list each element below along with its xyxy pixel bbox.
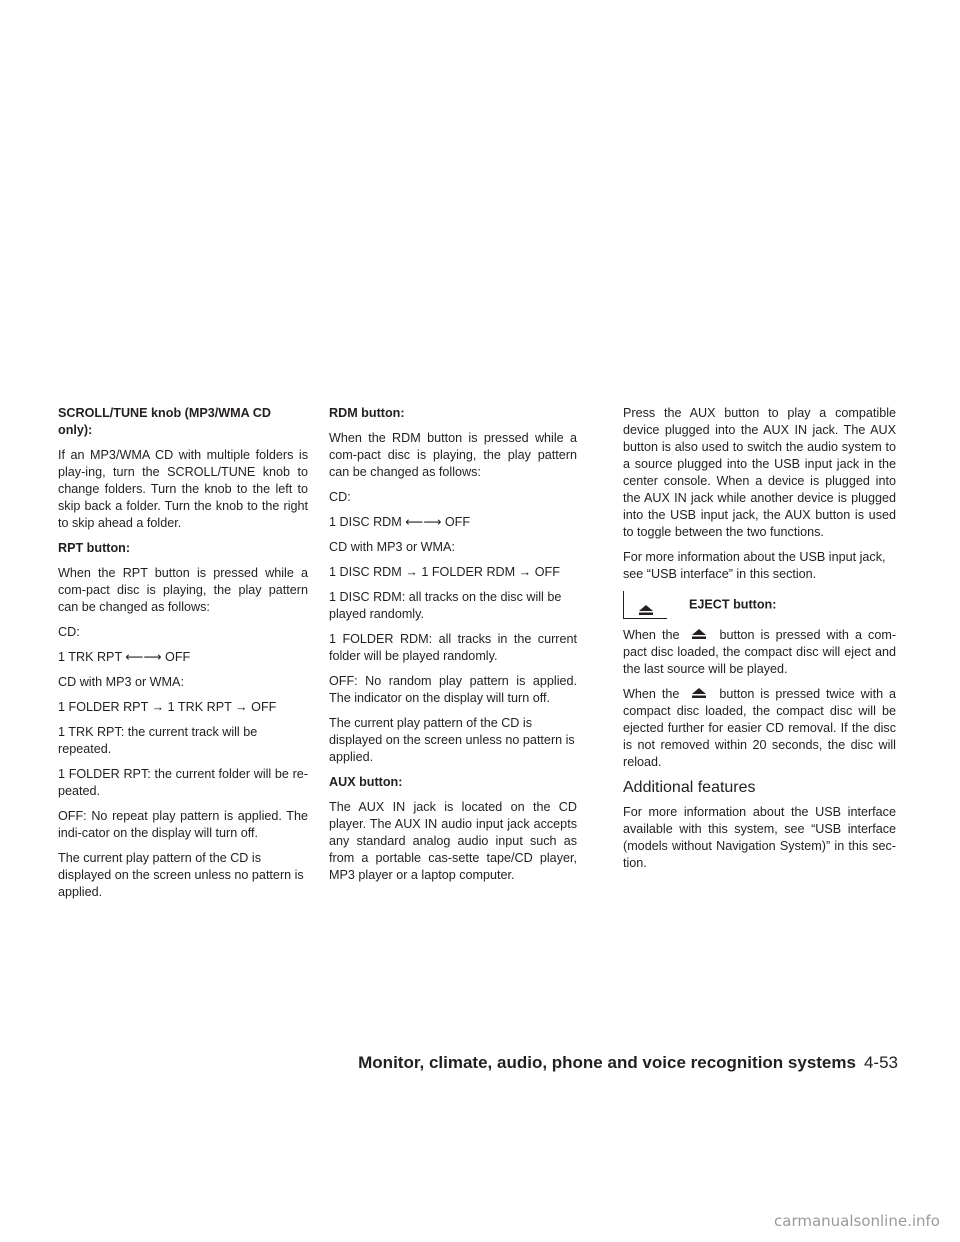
- eject-when-the-2: When the: [623, 687, 680, 701]
- heading-aux: AUX button:: [329, 775, 403, 789]
- aux-text: The AUX IN jack is located on the CD player. The AUX IN audio input jack accepts any standard analog audio input such as from a portable cas-sette tape/CD player, MP3 player or a laptop computer.: [329, 800, 577, 882]
- eject-text-1-rest: button is pressed with a com-pact disc loaded, the compact disc will eject and the last source will be played.: [623, 628, 897, 676]
- column-3: [623, 405, 896, 880]
- heading-eject: [623, 591, 896, 619]
- scroll-tune-text: If an MP3/WMA CD with multiple folders is play-ing, turn the SCROLL/TUNE knob to change folders. Turn the knob to the left to skip back a folder. Turn the knob to the right to skip ahead a folder.: [58, 448, 308, 530]
- column-2: [329, 405, 577, 892]
- rdm-cd-sequence: 1 DISC RDM ⟵⟶ OFF: [329, 515, 471, 529]
- eject-icon: [623, 591, 667, 619]
- page-footer: [358, 1053, 898, 1073]
- heading-additional-features: Additional features: [623, 779, 756, 796]
- rpt-mp3-label: CD with MP3 or WMA:: [58, 675, 184, 689]
- page-number: 4-53: [863, 1053, 898, 1072]
- footer-title: Monitor, climate, audio, phone and voice recognition systems: [358, 1053, 856, 1072]
- column-1: [58, 405, 308, 909]
- rdm-mp3-label: CD with MP3 or WMA:: [329, 540, 455, 554]
- watermark: carmanualsonline.info: [774, 1212, 940, 1230]
- rpt-track-description: 1 TRK RPT: the current track will be repeated.: [58, 725, 258, 756]
- rpt-cd-sequence: 1 TRK RPT ⟵⟶ OFF: [58, 650, 191, 664]
- rdm-disc-description: 1 DISC RDM: all tracks on the disc will be played randomly.: [329, 590, 562, 621]
- rdm-mp3-sequence: 1 DISC RDM → 1 FOLDER RDM → OFF: [329, 565, 560, 579]
- rpt-folder-description: 1 FOLDER RPT: the current folder will be re-peated.: [58, 767, 308, 798]
- heading-scroll-tune: SCROLL/TUNE knob (MP3/WMA CD only):: [58, 406, 271, 437]
- heading-rdm: RDM button:: [329, 406, 405, 420]
- additional-features-text: For more information about the USB interface available with this system, see “USB interface (models without Navigation System)” in this sec-tion.: [623, 805, 896, 870]
- rdm-text: When the RDM button is pressed while a com-pact disc is playing, the play pattern can be changed as follows:: [329, 431, 577, 479]
- rpt-off-description: OFF: No repeat play pattern is applied. The indi-cator on the display will turn off.: [58, 809, 308, 840]
- heading-rpt: RPT button:: [58, 541, 131, 555]
- aux-press-text: Press the AUX button to play a compatible device plugged into the AUX IN jack. The AUX button is also used to switch the audio system to a source plugged into the USB input jack in the center console. When a device is plugged into the AUX IN jack while another device is plugged into the USB input jack, the AUX button is used to toggle between the two functions.: [623, 406, 896, 539]
- rpt-current-pattern: The current play pattern of the CD is displayed on the screen unless no pattern is applied.: [58, 851, 304, 899]
- eject-icon: [679, 627, 719, 644]
- rdm-folder-description: 1 FOLDER RDM: all tracks in the current folder will be played randomly.: [329, 632, 577, 663]
- eject-when-the-1: When the: [623, 628, 680, 642]
- rdm-off-description: OFF: No random play pattern is applied. The indicator on the display will turn off.: [329, 674, 577, 705]
- eject-text-2: [623, 686, 896, 771]
- eject-text-1: [623, 627, 896, 678]
- usb-more-info: For more information about the USB input jack, see “USB interface” in this section.: [623, 550, 886, 581]
- rdm-current-pattern: The current play pattern of the CD is displayed on the screen unless no pattern is applied.: [329, 716, 575, 764]
- eject-text-2-rest: button is pressed twice with a compact disc loaded, the compact disc will be ejected further for easier CD removal. If the disc is not removed within 20 seconds, the disc will reload.: [623, 687, 897, 769]
- rpt-text: When the RPT button is pressed while a com-pact disc is playing, the play pattern can be changed as follows:: [58, 566, 308, 614]
- rdm-cd-label: CD:: [329, 490, 351, 504]
- rpt-mp3-sequence: 1 FOLDER RPT → 1 TRK RPT → OFF: [58, 700, 277, 714]
- eject-icon: [679, 686, 719, 703]
- heading-eject-label: EJECT button:: [689, 597, 777, 612]
- rpt-cd-label: CD:: [58, 625, 80, 639]
